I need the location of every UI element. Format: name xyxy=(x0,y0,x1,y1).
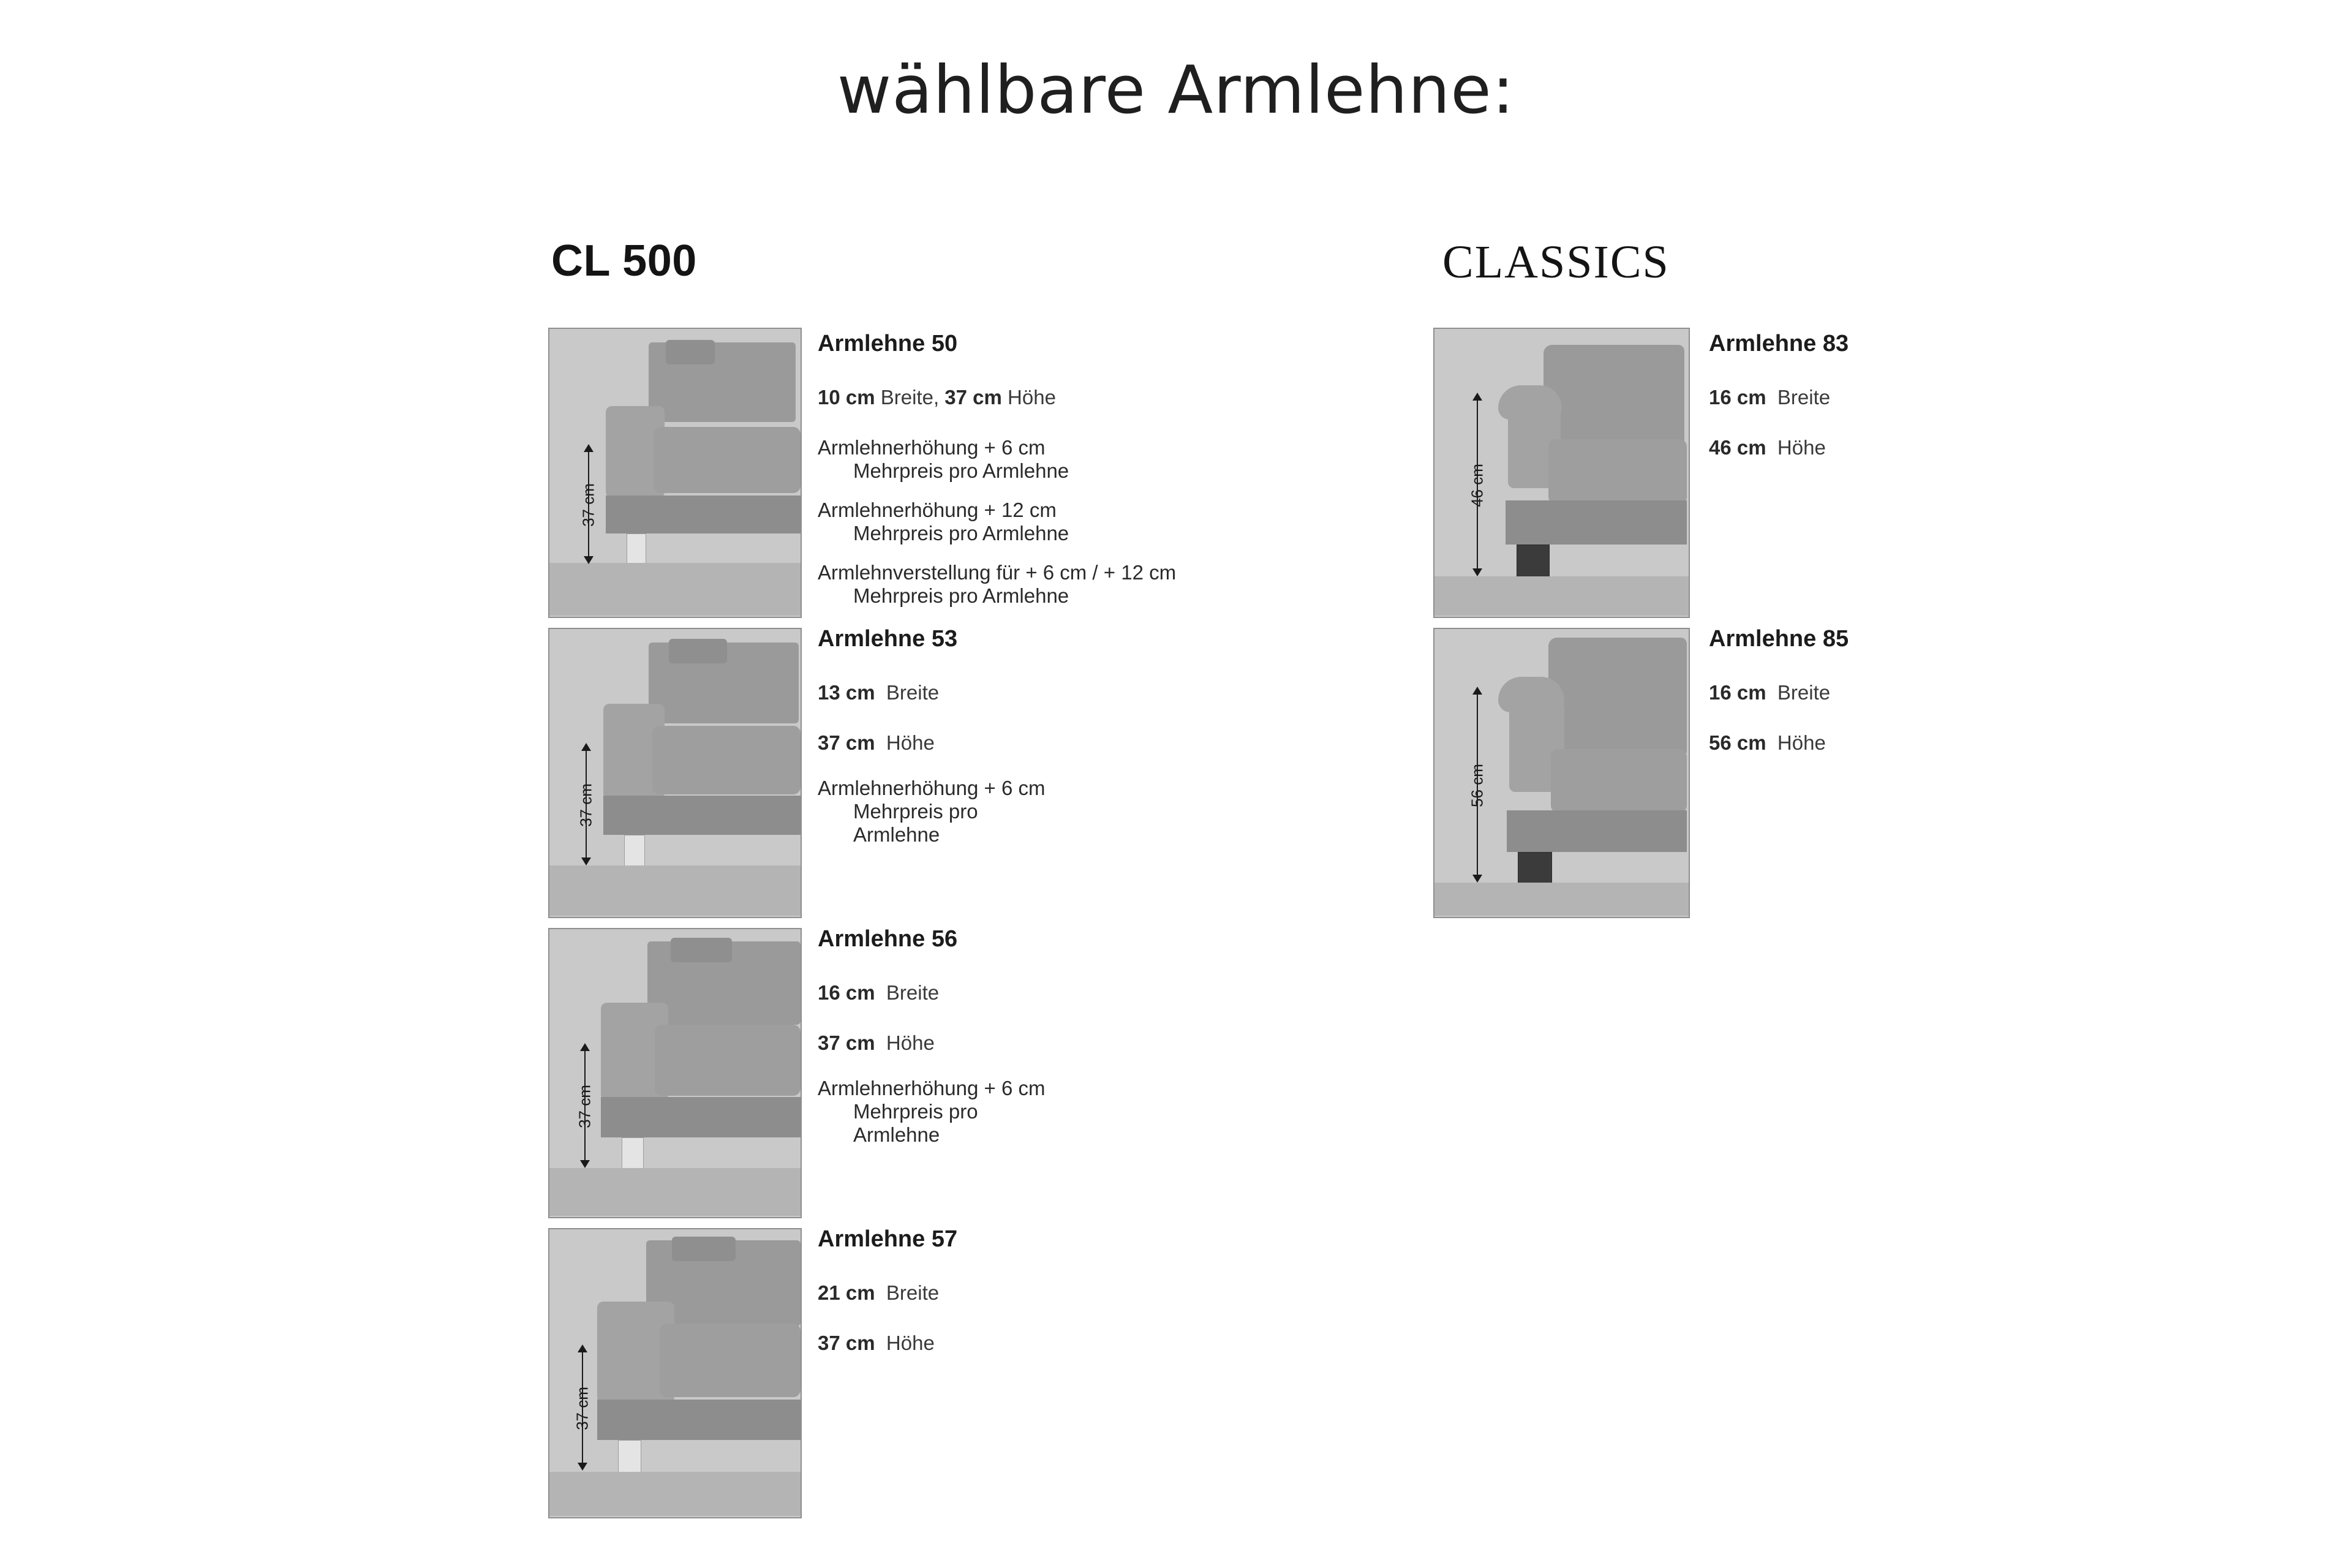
sofa-base xyxy=(1506,500,1687,545)
spec-armlehne-53-hoehe: 37 cm Höhe xyxy=(818,731,935,754)
spec-armlehne-57-breite: 21 cm Breite xyxy=(818,1281,940,1304)
sofa-leg xyxy=(1517,545,1550,579)
dimension-height-armlehne-83 xyxy=(1465,393,1490,576)
item-title-armlehne-56: Armlehne 56 xyxy=(818,926,958,952)
dimension-height-armlehne-57 xyxy=(570,1344,595,1471)
plate-floor xyxy=(1434,576,1689,616)
plate-floor xyxy=(549,1168,801,1216)
spec-armlehne-56-hoehe: 37 cm Höhe xyxy=(818,1031,935,1054)
dimension-label: 56 cm xyxy=(1468,764,1487,807)
spec-armlehne-85-hoehe: 56 cm Höhe xyxy=(1709,731,1826,754)
item-title-armlehne-85: Armlehne 85 xyxy=(1709,626,1849,652)
dimension-height-armlehne-85 xyxy=(1465,687,1490,883)
note-armlehne-50-erhoehung-12: Armlehnerhöhung + 12 cm Mehrpreis pro Armlehne xyxy=(818,499,1069,545)
product-image-armlehne-53 xyxy=(548,628,802,918)
sofa-base xyxy=(606,496,801,533)
spec-armlehne-83-hoehe: 46 cm Höhe xyxy=(1709,436,1826,459)
dimension-label: 37 cm xyxy=(579,483,598,527)
note-armlehne-50-verstellung: Armlehnverstellung für + 6 cm / + 12 cm Mehrpreis pro Armlehne xyxy=(818,561,1177,607)
spec-armlehne-57-hoehe: 37 cm Höhe xyxy=(818,1332,935,1354)
spec-armlehne-85-breite: 16 cm Breite xyxy=(1709,681,1831,704)
plate-floor xyxy=(549,865,801,916)
product-image-armlehne-83 xyxy=(1433,328,1690,618)
sofa-headrest xyxy=(671,938,732,962)
note-armlehne-56-erhoehung-6: Armlehnerhöhung + 6 cm Mehrpreis pro Armlehne xyxy=(818,1077,1046,1146)
sofa-headrest xyxy=(672,1237,736,1261)
plate-floor xyxy=(549,563,801,616)
sofa-leg xyxy=(618,1440,641,1473)
sofa-headrest xyxy=(669,639,727,663)
sofa-cushion xyxy=(655,1025,801,1096)
spec-armlehne-83-breite: 16 cm Breite xyxy=(1709,386,1831,409)
column-heading-classics: CLASSICS xyxy=(1442,236,1670,288)
column-heading-cl500: CL 500 xyxy=(551,236,697,285)
dimension-label: 37 cm xyxy=(575,1085,594,1128)
sofa-base xyxy=(601,1097,801,1137)
sofa-base xyxy=(597,1400,801,1440)
sofa-cushion xyxy=(660,1324,801,1397)
sofa-base xyxy=(1507,810,1687,852)
sofa-backrest xyxy=(1548,638,1687,754)
product-image-armlehne-56 xyxy=(548,928,802,1218)
sofa-cushion xyxy=(652,726,801,794)
dimension-label: 46 cm xyxy=(1468,464,1487,507)
sofa-backrest xyxy=(1544,345,1684,443)
spec-armlehne-56-breite: 16 cm Breite xyxy=(818,981,940,1004)
sofa-base xyxy=(603,796,801,835)
dimension-height-armlehne-50 xyxy=(576,444,601,564)
product-image-armlehne-57 xyxy=(548,1228,802,1518)
spec-armlehne-53-breite: 13 cm Breite xyxy=(818,681,940,704)
sofa-cushion xyxy=(1548,439,1687,504)
note-armlehne-50-erhoehung-6: Armlehnerhöhung + 6 cm Mehrpreis pro Armlehne xyxy=(818,436,1069,482)
spec-armlehne-50-breite-hoehe: 10 cm Breite, 37 cm Höhe xyxy=(818,386,1056,409)
dimension-height-armlehne-53 xyxy=(574,743,598,865)
sofa-cushion xyxy=(654,427,801,493)
sofa-leg xyxy=(627,533,646,564)
sofa-cushion xyxy=(1551,749,1687,813)
item-title-armlehne-83: Armlehne 83 xyxy=(1709,331,1849,356)
item-title-armlehne-53: Armlehne 53 xyxy=(818,626,958,652)
sofa-leg xyxy=(1518,852,1552,885)
plate-floor xyxy=(549,1472,801,1516)
plate-floor xyxy=(1434,883,1689,916)
item-title-armlehne-57: Armlehne 57 xyxy=(818,1226,958,1252)
item-title-armlehne-50: Armlehne 50 xyxy=(818,331,958,356)
sofa-leg xyxy=(624,835,645,867)
dimension-height-armlehne-56 xyxy=(573,1043,597,1168)
dimension-label: 37 cm xyxy=(573,1387,592,1430)
product-image-armlehne-85 xyxy=(1433,628,1690,918)
dimension-label: 37 cm xyxy=(576,783,595,827)
sofa-headrest xyxy=(666,340,715,364)
product-image-armlehne-50 xyxy=(548,328,802,618)
note-armlehne-53-erhoehung-6: Armlehnerhöhung + 6 cm Mehrpreis pro Armlehne xyxy=(818,777,1046,846)
sofa-leg xyxy=(622,1137,644,1169)
page-title: wählbare Armlehne: xyxy=(837,52,1515,129)
